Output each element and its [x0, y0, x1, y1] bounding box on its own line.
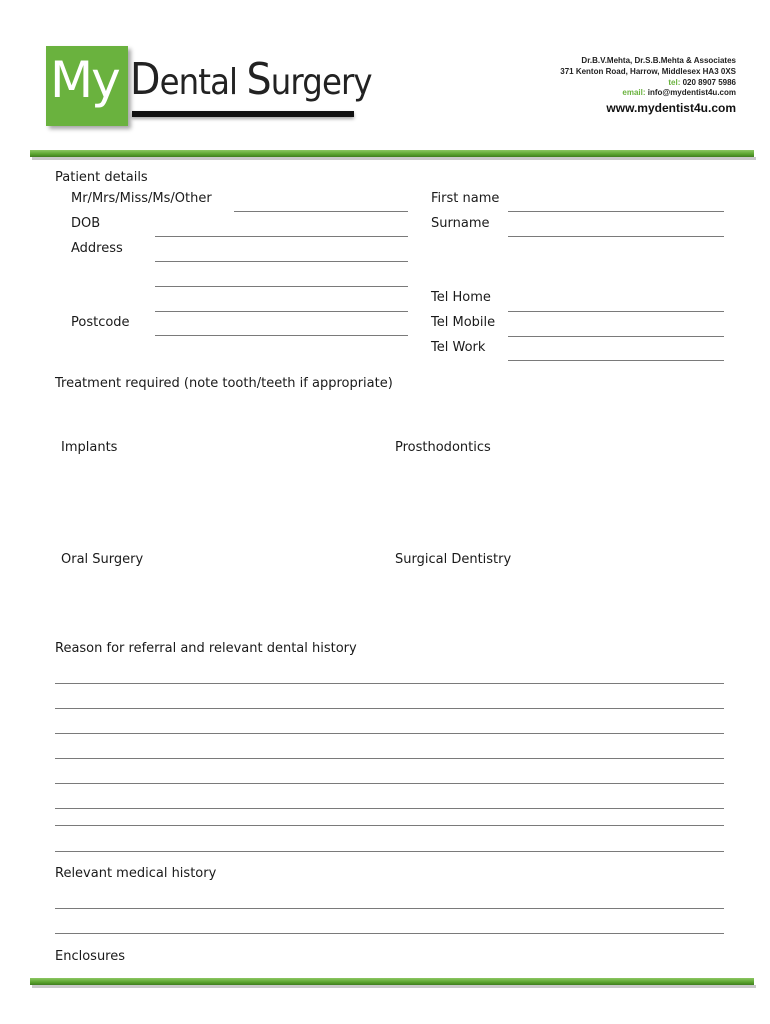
logo-dental-surgery-text: Dental Surgery	[130, 54, 372, 105]
surgical-dentistry-label: Surgical Dentistry	[395, 552, 512, 567]
practitioners-text: Dr.B.V.Mehta, Dr.S.B.Mehta & Associates	[581, 56, 736, 65]
referral-line[interactable]	[55, 733, 724, 734]
referral-line[interactable]	[55, 808, 724, 809]
dob-label: DOB	[71, 216, 101, 231]
title-field[interactable]	[234, 211, 408, 212]
website-link[interactable]: www.mydentist4u.com	[606, 101, 736, 115]
enclosures-heading: Enclosures	[55, 949, 126, 964]
prosthodontics-label: Prosthodontics	[395, 440, 491, 455]
header-green-bar	[30, 150, 754, 157]
address-field-line-3[interactable]	[155, 311, 408, 312]
address-field-line-2[interactable]	[155, 286, 408, 287]
tel-work-label: Tel Work	[431, 340, 486, 355]
tel-mobile-label: Tel Mobile	[431, 315, 496, 330]
first-name-label: First name	[431, 191, 500, 206]
phone-text: tel: 020 8907 5986	[668, 78, 736, 87]
tel-mobile-field[interactable]	[508, 336, 724, 337]
medical-history-line[interactable]	[55, 908, 724, 909]
postcode-label: Postcode	[71, 315, 130, 330]
title-label: Mr/Mrs/Miss/Ms/Other	[71, 191, 212, 206]
address-field-line-1[interactable]	[155, 261, 408, 262]
referral-line[interactable]	[55, 825, 724, 826]
referral-line[interactable]	[55, 683, 724, 684]
implants-label: Implants	[61, 440, 118, 455]
referral-line[interactable]	[55, 708, 724, 709]
medical-history-heading: Relevant medical history	[55, 866, 217, 881]
oral-surgery-label: Oral Surgery	[61, 552, 144, 567]
medical-history-line[interactable]	[55, 933, 724, 934]
logo-underline	[132, 111, 354, 117]
referral-line[interactable]	[55, 758, 724, 759]
treatment-heading: Treatment required (note tooth/teeth if appropriate)	[55, 376, 393, 391]
dob-field[interactable]	[155, 236, 408, 237]
header-bar-shadow	[32, 157, 756, 160]
tel-home-label: Tel Home	[431, 290, 491, 305]
email-text: email: info@mydentist4u.com	[622, 88, 736, 97]
referral-line[interactable]	[55, 851, 724, 852]
referral-heading: Reason for referral and relevant dental history	[55, 641, 357, 656]
postcode-field[interactable]	[155, 335, 408, 336]
logo-my-text: My	[50, 51, 119, 109]
tel-work-field[interactable]	[508, 360, 724, 361]
tel-home-field[interactable]	[508, 311, 724, 312]
surname-field[interactable]	[508, 236, 724, 237]
address-label: Address	[71, 241, 123, 256]
footer-green-bar	[30, 978, 754, 985]
address-text: 371 Kenton Road, Harrow, Middlesex HA3 0XS	[560, 67, 736, 76]
surname-label: Surname	[431, 216, 490, 231]
referral-line[interactable]	[55, 783, 724, 784]
patient-details-heading: Patient details	[55, 170, 148, 185]
first-name-field[interactable]	[508, 211, 724, 212]
footer-bar-shadow	[32, 985, 756, 988]
